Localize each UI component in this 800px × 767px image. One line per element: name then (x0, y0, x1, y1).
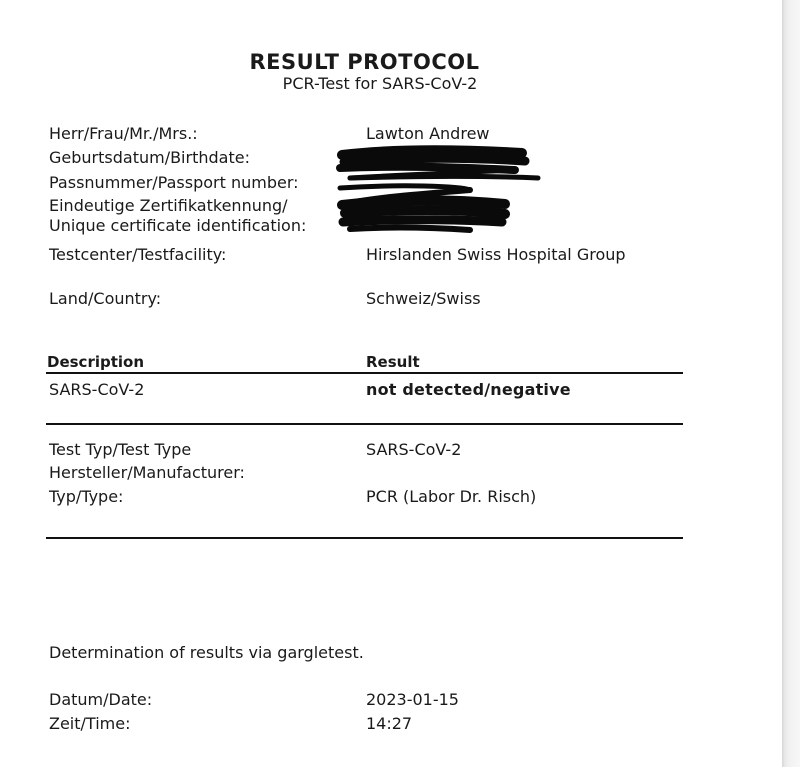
test-info-divider (46, 537, 683, 539)
page-edge-shadow (782, 0, 800, 767)
time-value: 14:27 (366, 714, 413, 733)
determination-note: Determination of results via gargletest. (49, 643, 364, 662)
test-type-label: Test Typ/Test Type (49, 440, 192, 459)
table-header-description: Description (47, 353, 145, 371)
table-row-description: SARS-CoV-2 (49, 380, 145, 399)
manufacturer-label: Hersteller/Manufacturer: (49, 463, 245, 482)
testcenter-value: Hirslanden Swiss Hospital Group (366, 245, 626, 264)
name-value: Lawton Andrew (366, 124, 490, 143)
table-bottom-divider (46, 423, 683, 425)
type-value: PCR (Labor Dr. Risch) (366, 487, 537, 506)
country-label: Land/Country: (49, 289, 162, 308)
name-label: Herr/Frau/Mr./Mrs.: (49, 124, 198, 143)
certificate-label-line2: Unique certificate identification: (49, 216, 307, 235)
passport-label: Passnummer/Passport number: (49, 173, 299, 192)
table-header-divider (46, 372, 683, 374)
testcenter-label: Testcenter/Testfacility: (49, 245, 227, 264)
date-label: Datum/Date: (49, 690, 153, 709)
table-row-result: not detected/negative (366, 380, 571, 399)
document-title: RESULT PROTOCOL (249, 50, 480, 74)
certificate-label-line1: Eindeutige Zertifikatkennung/ (49, 196, 288, 215)
date-value: 2023-01-15 (366, 690, 459, 709)
document-subtitle: PCR-Test for SARS-CoV-2 (282, 74, 478, 93)
birthdate-label: Geburtsdatum/Birthdate: (49, 148, 250, 167)
time-label: Zeit/Time: (49, 714, 131, 733)
table-header-result: Result (366, 353, 420, 371)
test-type-value: SARS-CoV-2 (366, 440, 462, 459)
country-value: Schweiz/Swiss (366, 289, 481, 308)
type-label: Typ/Type: (49, 487, 124, 506)
